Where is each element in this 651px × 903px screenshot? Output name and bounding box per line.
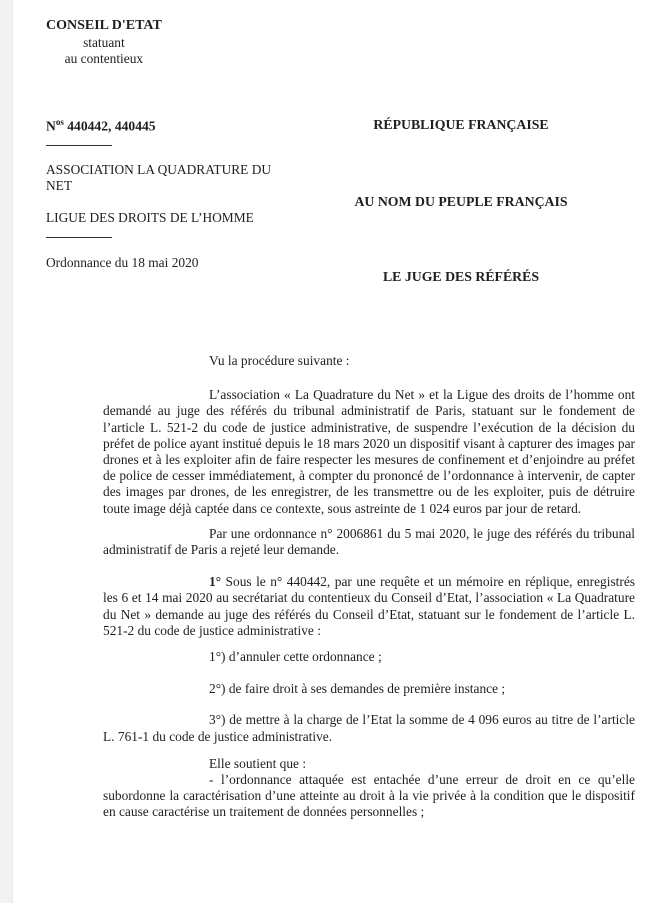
court-title: CONSEIL D'ETAT xyxy=(46,18,162,33)
court-subtitle-line1: statuant xyxy=(83,34,125,50)
case-number-values: 440442, 440445 xyxy=(63,118,156,134)
request-item-1: 1°) d’annuler cette ordonnance ; xyxy=(209,649,382,665)
divider-rule-top xyxy=(46,145,112,146)
court-header xyxy=(46,18,162,68)
paragraph-appeal-rest: Sous le n° 440442, par une requête et un mémoire en réplique, enregistrés les 6 et 14 mai 2020 au secrétariat du contentieux du Conseil d’Etat, l’association « La Quadrature du Net » demande au juge des référés du Conseil d’Etat, statuant sur le fondement de l’article L. 521-2 du code de justice administrative : xyxy=(103,574,635,638)
case-number-superscript: os xyxy=(55,117,64,127)
case-numbers xyxy=(46,117,156,135)
court-subtitle-line2: au contentieux xyxy=(64,51,144,66)
applicant-association: ASSOCIATION LA QUADRATURE DU NET xyxy=(46,162,272,194)
applicant-ligue: LIGUE DES DROITS DE L’HOMME xyxy=(46,210,254,225)
request-item-3: 3°) de mettre à la charge de l’Etat la somme de 4 096 euros au titre de l’article L. 761-1 du code de justice administrative. xyxy=(103,712,635,744)
judge-title: LE JUGE DES RÉFÉRÉS xyxy=(382,269,540,284)
ordinance-body xyxy=(103,353,635,821)
divider-rule-bottom xyxy=(46,237,112,238)
supports-intro: Elle soutient que : xyxy=(209,755,307,771)
republic-title: RÉPUBLIQUE FRANÇAISE xyxy=(373,117,549,132)
case-number-prefix: N xyxy=(46,118,56,134)
paragraph-appeal xyxy=(103,574,635,639)
viewer-left-gutter xyxy=(0,0,13,903)
paragraph-request: L’association « La Quadrature du Net » et la Ligue des droits de l’homme ont demandé au juge des référés du tribunal administratif de Paris, statuant sur le fondement de l’article L. 521-2 du code de justice administrative, de suspendre l’exécution de la décision du préfet de police ayant institué depuis le 18 mars 2020 un dispositif visant à capturer des images par drones et à les exploiter afin de faire respecter les mesures de confinement et d’enjoindre au préfet de police de cesser immédiatement, à compter du prononcé de l’ordonnance à intervenir, de capter des images par drones, de les enregistrer, de les transmettre ou de les exploiter, puis de détruire toute image déjà captée dans ce contexte, sous astreinte de 1 024 euros par jour de retard. xyxy=(103,387,635,516)
argument-1: - l’ordonnance attaquée est entachée d’une erreur de droit en ce qu’elle subordonne la caractérisation d’une atteinte au droit à la vie privée à la condition que le dispositif en cause caractérise un traitement de données personnelles ; xyxy=(103,772,635,820)
paragraph-appeal-lead: 1° xyxy=(209,574,222,590)
paragraph-first-ruling: Par une ordonnance n° 2006861 du 5 mai 2020, le juge des référés du tribunal administratif de Paris a rejeté leur demande. xyxy=(103,525,635,558)
procedure-intro: Vu la procédure suivante : xyxy=(209,353,350,368)
in-the-name-title: AU NOM DU PEUPLE FRANÇAIS xyxy=(354,194,568,209)
order-date: Ordonnance du 18 mai 2020 xyxy=(46,255,199,270)
request-item-2: 2°) de faire droit à ses demandes de première instance ; xyxy=(209,681,506,697)
